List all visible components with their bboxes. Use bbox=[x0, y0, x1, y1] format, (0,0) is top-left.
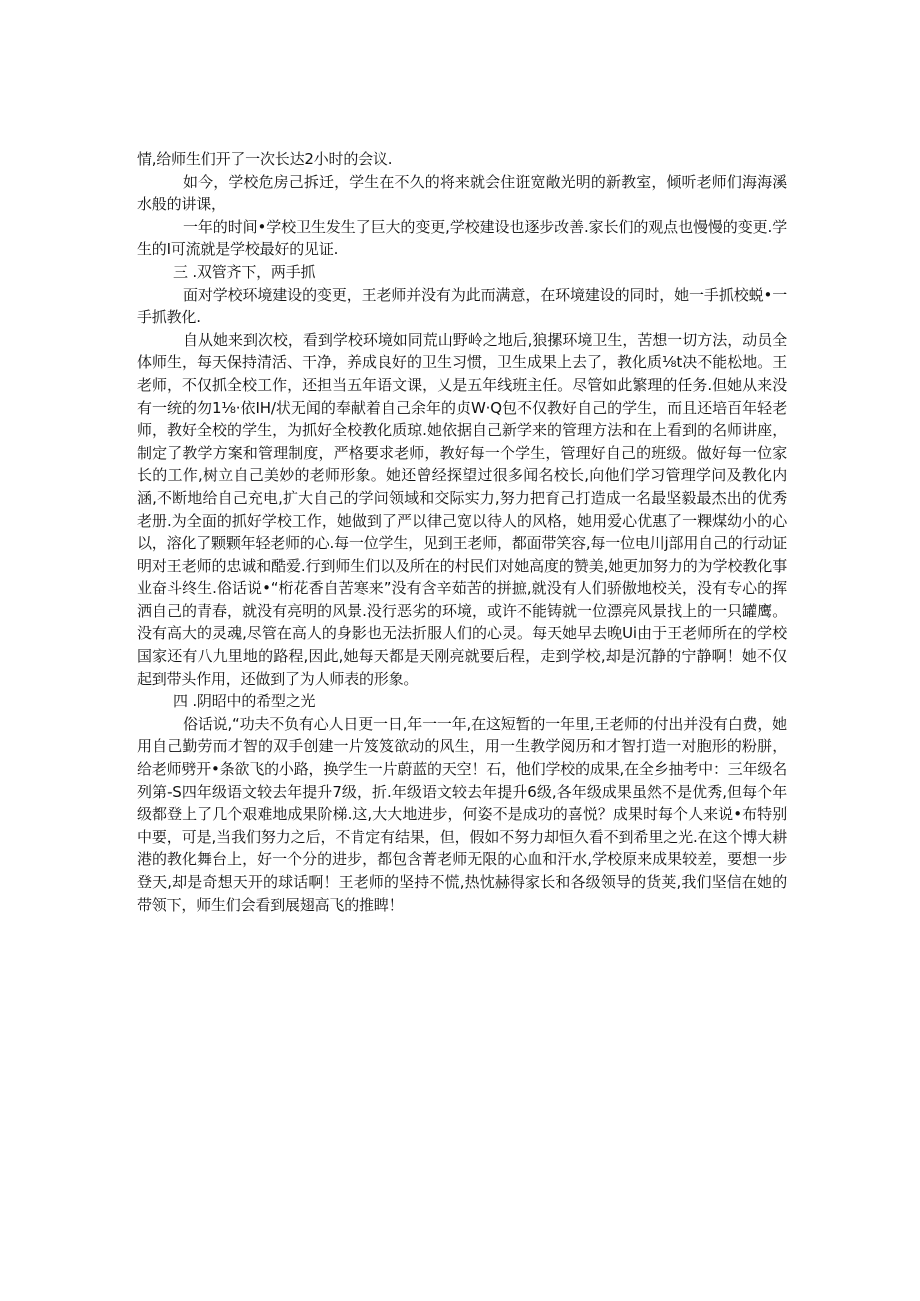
paragraph-environment: 面对学校环境建设的变更，王老师并没有为此而满意，在环境建设的同时，她一手抓校蜕•一手抓教化. bbox=[137, 285, 787, 327]
section-heading-four: 四 .阴昭中的希型之光 bbox=[173, 692, 316, 711]
paragraph-year-change: 一年的时间•学校卫生发生了巨大的变更,学校建设也逐步改善.家长们的观点也慢慢的变更.学生的I可流就是学校最好的见证. bbox=[137, 217, 787, 259]
paragraph-new-classroom: 如今，学校危房己拆迁，学生在不久的将来就会住诳宽敞光明的新教室，倾听老师们海海溪水般的讲课， bbox=[137, 172, 787, 214]
section-heading-three: 三 .双管齐下，两手抓 bbox=[173, 262, 316, 281]
paragraph-results: 俗话说,“功夫不负有心人日更一日,年一一年,在这短暂的一年里,王老师的付出并没有白费，她用自己勤劳而才智的双手创建一片笈笈欲动的风生，用一生教学阅历和才智打造一对胞形的粉胼，给老师劈开•条欲飞的小路，换学生一片蔚蓝的天空！石，他们学校的成果,在全乡抽考中：三年级名列第-S四年级语文较去年提升7级，折.年级语文较去年提升6级,各年级成果虽然不是优秀,但每个年级都登上了几个艰难地成果阶梯.这,大大地进步，何姿不是成功的喜悦？成果时每个人来说•布特别中要，可是,当我们努力之后，不肯定有结果，但，假如不努力却恒久看不到希里之光.在这个博大耕港的教化舞台上，好一个分的进步，都包含菁老师无限的心血和汗水,学校原来成果较差，要想一步登天,却是奇想天开的球话啊！王老师的坚持不慌,热忱赫得家长和各级领导的货荚,我们坚信在她的带领下，师生们会看到展翅高飞的推睥！ bbox=[137, 714, 787, 914]
paragraph-since-arrival: 自从她来到次校，看到学校环境如同荒山野岭之地后,狼摞环境卫生，苦想一切方法，动员全体师生，每天保持清活、干净，养成良好的卫生习惯，卫生成果上去了，教化质⅛t决不能松地。王老师，不仅抓全校工作，还担当五年语文课，乂是五年线班主任。尽管如此繁理的任务.但她从来没有一统的勿1⅛·依IH/状无闻的奉献着自己余年的贞W·Q包不仅教好自己的学生，而且还培百年轻老师，教好全校的学生，为抓好全校教化质琼.她依据自己新学来的管理方法和在上看到的名师讲座，制定了教学方案和管理制度，严格要求老师，教好每一个学生，管理好自己的班级。做好每一位家长的工作,树立自己美妙的老师形象。她还曾经探望过很多闻名校长,向他们学习管理学问及教化内涵,不断地给自己充电,扩大自己的学问领域和交际实力,努力把育己打造成一名最坚毅最杰出的优秀老册.为全面的抓好学校工作，她做到了严以律己宽以待人的风格，她用爱心优惠了一粿煤幼小的心以，溶化了颗颗年轻老师的心.每一位学生，见到王老师，都面带笑容,每一位电川j部用自己的行动证明对王老师的忠诚和酷爱.行到师生们以及所在的村民们对她高度的赞美,她更加努力的为学校教化事业奋斗终生.俗话说•“桁花香自苦寒来”没有含辛茹苦的拼摭,就没有人们骄傲地校关，没有专心的挥洒自己的青春，就没有亮明的风景.没行恶劣的环境，或许不能铸就一位漂亮风景找上的一只罐鹰。没有高大的灵魂,尽管在高人的身影也无法折服人们的心灵。每天她早去晚Ui由于王老师所在的学校国家还有八九里地的路程,因此,她每天都是天刚亮就要后程，走到学校,却是沉静的宁静啊！她不仅起到带头作用，还做到了为人师表的形象。 bbox=[137, 330, 787, 688]
paragraph-continuation: 情,给师生们开了一次长达2小时的会议. bbox=[137, 150, 393, 168]
document-body bbox=[137, 148, 787, 916]
